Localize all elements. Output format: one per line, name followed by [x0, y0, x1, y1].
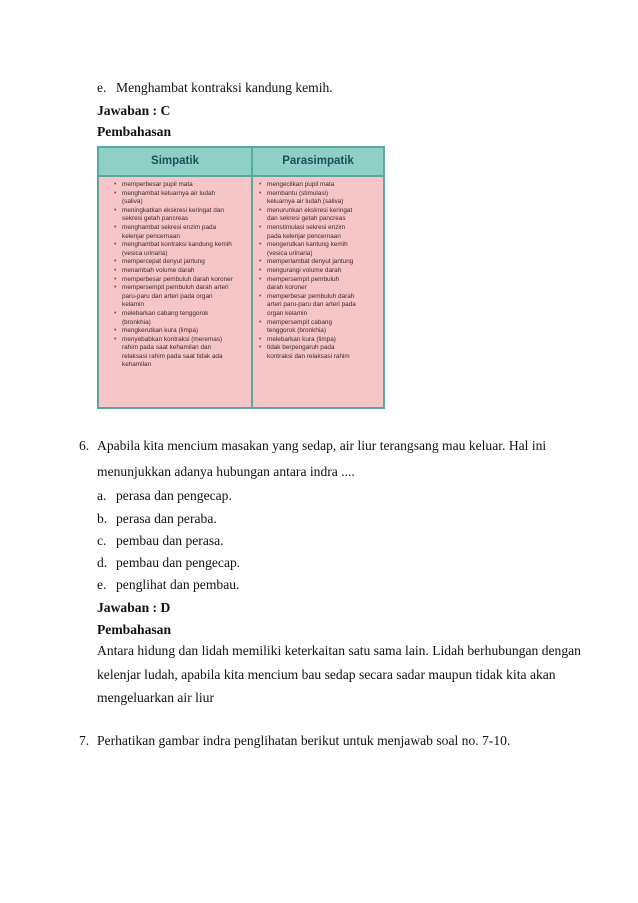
table-item-line: • mengkerutkan kura (limpa) [122, 327, 199, 335]
header-simpatik: Simpatik [151, 155, 199, 167]
table-item [114, 276, 246, 285]
option-marker: c. [97, 533, 107, 548]
table-item-line: (vesica urinaria) [122, 249, 168, 257]
table-item-line: darah koroner [267, 284, 307, 292]
parasimpatik-list [259, 181, 381, 361]
table-item [259, 190, 381, 207]
table-item [259, 293, 381, 319]
table-item [114, 327, 246, 336]
q6-discussion-line1: Antara hidung dan lidah memiliki keterkaitan satu sama lain. Lidah berhubungan dengan [97, 643, 581, 658]
table-item-line: • menyebabkan kontraksi (meremas) [122, 335, 223, 343]
table-item-line: • mempersempit cabang [267, 318, 333, 326]
table-item-line: • memperlambat denyut jantung [267, 258, 354, 266]
table-item-line: • mempersempit pembuluh [267, 275, 340, 283]
table-item-line: • mengurangi volume darah [267, 266, 342, 274]
table-item-line: kehamilan [122, 361, 152, 369]
q6-question-line1: Apabila kita mencium masakan yang sedap, air liur terangsang mau keluar. Hal ini [97, 438, 547, 453]
q7-question: Perhatikan gambar indra penglihatan berikut untuk menjawab soal no. 7-10. [97, 733, 511, 748]
table-item-line: dan sekresi getah pancreas [267, 215, 346, 223]
table-item [259, 336, 381, 345]
option-marker: b. [97, 511, 108, 526]
table-item [114, 241, 246, 258]
q6-discussion-label: Pembahasan [97, 622, 172, 637]
table-item-line: • menghambat kontraksi kandung kemih [122, 241, 232, 249]
table-item [259, 258, 381, 267]
table-item [114, 190, 246, 207]
table-item [259, 319, 381, 336]
table-item-line: • membantu (stimulasi) [267, 189, 329, 197]
table-item-line: • menurunkan ekskresi keringat [267, 206, 353, 214]
q5-option-e [97, 80, 333, 96]
table-item-line: tenggorok (bronkhia) [267, 327, 326, 335]
table-item [259, 276, 381, 293]
table-item-line: relaksasi rahim pada saat tidak ada [122, 352, 223, 360]
table-item-line: • menghambat sekresi enzim pada [122, 223, 217, 231]
table-item [259, 181, 381, 190]
q6-question-line2: menunjukkan adanya hubungan antara indra .... [97, 464, 355, 479]
q6-option-b [97, 511, 217, 527]
table-item-line: • memperbesar pembuluh darah koroner [122, 275, 233, 283]
q7-number: 7. [79, 733, 90, 748]
table-item [114, 258, 246, 267]
nervous-system-table [97, 146, 385, 409]
table-item-line: • tidak berpengaruh pada [267, 344, 335, 352]
table-item [114, 207, 246, 224]
table-item [114, 284, 246, 310]
table-item-line: kelenjar pencernaan [122, 232, 180, 240]
table-item-line: • memperbesar pupil mata [122, 181, 193, 188]
option-text: pembau dan perasa. [116, 533, 224, 548]
option-text: penglihat dan pembau. [116, 577, 240, 592]
table-item-line: • mengerutkan kantung kemih [267, 241, 348, 249]
table-item-line: • melebarkan cabang tenggorok [122, 309, 209, 317]
table-item [114, 310, 246, 327]
table-item-line: kontraksi dan relaksasi rahim [267, 352, 350, 360]
table-item [259, 344, 381, 361]
table-item-line: • mengecilkan pupil mata [267, 181, 335, 188]
table-item-line: • memperbesar pembuluh darah [267, 292, 355, 300]
table-item-line: paru-paru dan arteri pada organ [122, 292, 213, 300]
table-item-line: • melebarkan kura (limpa) [267, 335, 336, 343]
table-item-line: pada kelenjar pencernaan [267, 232, 341, 240]
table-item-line: • menambah volume darah [122, 266, 195, 274]
q6-option-e [97, 577, 239, 593]
table-item-line: sekresi getah pancreas [122, 215, 189, 223]
table-item [114, 224, 246, 241]
table-item-line: rahim pada saat kehamilan dan [122, 344, 212, 352]
option-marker: e. [97, 577, 107, 592]
q6-option-c [97, 533, 224, 549]
table-item [259, 207, 381, 224]
q6-discussion-line2: kelenjar ludah, apabila kita mencium bau sedap secara sadar maupun tidak kita akan [97, 667, 556, 682]
table-item-line: (saliva) [122, 198, 143, 206]
q6-discussion-line3: mengeluarkan air liur [97, 690, 215, 705]
option-text: perasa dan peraba. [116, 511, 217, 526]
q6-number: 6. [79, 438, 90, 453]
option-text: pembau dan pengecap. [116, 555, 241, 570]
table-item-line: • mempercepat denyut jantung [122, 258, 205, 266]
table-item-line: organ kelamin [267, 309, 308, 317]
table-item-line: (bronkhia) [122, 318, 151, 326]
q6-option-d [97, 555, 240, 571]
table-header [99, 148, 383, 177]
table-item [114, 336, 246, 370]
table-item-line: • meningkatkan ekskresi keringat dan [122, 206, 224, 214]
q6-option-a [97, 488, 232, 504]
q5-answer: Jawaban : C [97, 103, 171, 118]
table-item-line: • mempersempit pembuluh darah arteri [122, 284, 229, 292]
table-item-line: (vesica urinaria) [267, 249, 313, 257]
option-marker: a. [97, 488, 107, 503]
table-item [259, 267, 381, 276]
option-text: perasa dan pengecap. [116, 488, 232, 503]
column-divider [251, 148, 253, 407]
table-item-line: arteri paru-paru dan arteri pada [267, 301, 356, 309]
table-item [114, 267, 246, 276]
table-item-line: kelamin [122, 301, 145, 309]
table-item-line: • menghambat keluarnya air ludah [122, 189, 216, 197]
table-item-line: keluarnya air ludah (saliva) [267, 198, 344, 206]
option-text: Menghambat kontraksi kandung kemih. [116, 80, 333, 95]
option-marker: d. [97, 555, 108, 570]
header-parasimpatik: Parasimpatik [282, 155, 354, 167]
table-item [114, 181, 246, 190]
table-item [259, 224, 381, 241]
simpatik-list [114, 181, 246, 370]
table-item-line: • menstimulasi sekresi enzim [267, 223, 346, 231]
q6-answer: Jawaban : D [97, 600, 171, 615]
table-item [259, 241, 381, 258]
q5-discussion-label: Pembahasan [97, 124, 172, 139]
option-marker: e. [97, 80, 107, 95]
